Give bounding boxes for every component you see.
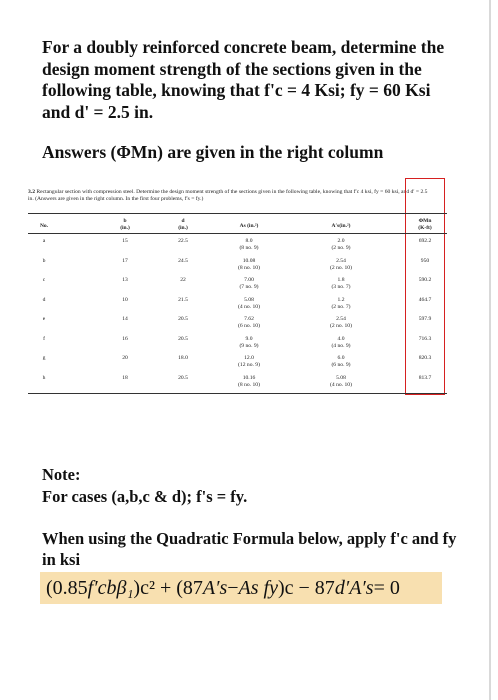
cell-b: 13 bbox=[122, 277, 128, 283]
cell-no: e bbox=[42, 316, 46, 322]
cell-d: 21.5 bbox=[178, 296, 188, 303]
problem-number: 3.2 bbox=[28, 189, 35, 195]
cell-d: 20.5 bbox=[178, 316, 188, 322]
cell-asp-bars: (6 no. 9) bbox=[331, 362, 351, 368]
cell-phimn: 464.7 bbox=[418, 296, 432, 303]
quadratic-formula bbox=[40, 572, 442, 604]
cell-as-bars: (8 no. 9) bbox=[239, 245, 259, 251]
cell-d: 22 bbox=[180, 277, 186, 283]
formula-part-3: )c² + (87 bbox=[133, 576, 203, 599]
cell-asp: 6.0 bbox=[337, 355, 345, 361]
cell-phimn: 716.3 bbox=[418, 335, 432, 342]
col-header-asp: A′s(in.²) bbox=[331, 223, 351, 229]
cell-b: 20 bbox=[122, 355, 128, 361]
col-header-b: b (in.) bbox=[120, 218, 130, 231]
textbook-scan bbox=[26, 181, 449, 403]
cell-phimn: 813.7 bbox=[418, 374, 432, 381]
cell-as: 10.08 bbox=[242, 257, 256, 264]
cell-asp-bars: (2 no. 10) bbox=[330, 323, 352, 329]
formula-part-1: (0.85 bbox=[46, 576, 88, 599]
cell-asp-bars: (2 no. 7) bbox=[331, 303, 351, 310]
cell-asp-bars: (3 no. 7) bbox=[331, 284, 351, 290]
formula-part-5: − bbox=[227, 576, 239, 599]
cell-b: 17 bbox=[122, 257, 128, 264]
cell-as: 10.16 bbox=[242, 374, 256, 381]
col-header-no: No. bbox=[39, 223, 49, 229]
cell-as: 5.08 bbox=[244, 296, 254, 303]
cell-as: 8.0 bbox=[245, 238, 253, 244]
formula-part-2: f′cbβ₁ bbox=[87, 576, 134, 599]
cell-as-bars: (12 no. 9) bbox=[238, 362, 260, 368]
quadratic-instruction: When using the Quadratic Formula below, apply f'c and fy in ksi bbox=[42, 529, 457, 569]
cell-b: 14 bbox=[122, 316, 128, 322]
cell-asp: 4.0 bbox=[337, 335, 345, 342]
cell-phimn: 692.2 bbox=[418, 238, 432, 244]
answers-note: Answers (ΦMn) are given in the right column bbox=[42, 142, 384, 162]
problem-statement bbox=[28, 189, 434, 202]
cell-asp: 1.8 bbox=[337, 277, 345, 283]
col-header-as: As (in.²) bbox=[239, 223, 259, 229]
cell-asp-bars: (4 no. 9) bbox=[331, 342, 351, 349]
cell-b: 18 bbox=[122, 374, 128, 381]
cell-asp: 2.54 bbox=[336, 257, 346, 264]
cell-phimn: 950 bbox=[420, 257, 430, 264]
formula-part-6: As fy bbox=[238, 576, 278, 599]
formula-part-4: A′s bbox=[202, 576, 228, 599]
cell-as-bars: (7 no. 9) bbox=[239, 284, 259, 290]
cell-phimn: 590.2 bbox=[418, 277, 432, 283]
answers-highlight-box bbox=[405, 178, 445, 395]
cell-as-bars: (8 no. 10) bbox=[238, 264, 260, 271]
cell-asp: 5.08 bbox=[336, 374, 346, 381]
cell-as: 7.62 bbox=[244, 316, 254, 322]
cell-no: h bbox=[42, 374, 46, 381]
cell-no: g bbox=[42, 355, 46, 361]
cell-phimn: 597.9 bbox=[418, 316, 432, 322]
cell-asp-bars: (2 no. 9) bbox=[331, 245, 351, 251]
cell-d: 20.5 bbox=[178, 374, 188, 381]
table-header-rule bbox=[28, 233, 447, 234]
cell-no: a bbox=[42, 238, 46, 244]
col-header-phimn: ΦMn (K-ft) bbox=[418, 218, 432, 231]
note-label: Note: bbox=[42, 465, 81, 484]
cell-no: c bbox=[42, 277, 46, 283]
cell-asp: 2.0 bbox=[337, 238, 345, 244]
cell-asp: 2.54 bbox=[336, 316, 346, 322]
page-edge-rule bbox=[489, 0, 491, 700]
table-bottom-rule bbox=[28, 393, 447, 394]
cell-as: 7.00 bbox=[244, 277, 254, 283]
cell-as: 12.0 bbox=[244, 355, 254, 361]
cell-as-bars: (9 no. 9) bbox=[239, 342, 259, 349]
cell-asp: 1.2 bbox=[337, 296, 345, 303]
table-top-rule bbox=[28, 213, 447, 214]
formula-part-7: )c − 87 bbox=[277, 576, 335, 599]
cell-asp-bars: (2 no. 10) bbox=[330, 264, 352, 271]
cell-d: 24.5 bbox=[178, 257, 188, 264]
cell-as-bars: (8 no. 10) bbox=[238, 381, 260, 388]
cell-phimn: 820.3 bbox=[418, 355, 432, 361]
cell-asp-bars: (4 no. 10) bbox=[330, 381, 352, 388]
note-text: For cases (a,b,c & d); f's = fy. bbox=[42, 487, 248, 506]
cell-as: 9.0 bbox=[245, 335, 253, 342]
cell-no: b bbox=[42, 257, 46, 264]
cell-as-bars: (4 no. 10) bbox=[238, 303, 260, 310]
cell-d: 20.5 bbox=[178, 335, 188, 342]
cell-b: 10 bbox=[122, 296, 128, 303]
cell-d: 18.0 bbox=[178, 355, 188, 361]
formula-part-9: = 0 bbox=[373, 576, 400, 599]
cell-no: f bbox=[43, 335, 45, 342]
formula-part-8: d′A′s bbox=[334, 576, 374, 599]
cell-no: d bbox=[42, 296, 46, 303]
problem-text: Rectangular section with compression steel. Determine the design moment strength of the sections given in the following table, knowing that f′c 4 ksi, fy = 60 ksi, and d′ = 2.5 in. (Answers are given in the right column. In the first four problems, f′s = fy.) bbox=[28, 189, 428, 202]
cell-b: 15 bbox=[122, 238, 128, 244]
cell-as-bars: (6 no. 10) bbox=[238, 323, 260, 329]
problem-heading: For a doubly reinforced concrete beam, determine the design moment strength of the sections given in the following table, knowing that f'c = 4 Ksi; fy = 60 Ksi and d' = 2.5 in. bbox=[42, 37, 445, 122]
cell-d: 22.5 bbox=[178, 238, 188, 244]
col-header-d: d (in.) bbox=[178, 218, 188, 231]
cell-b: 16 bbox=[122, 335, 128, 342]
